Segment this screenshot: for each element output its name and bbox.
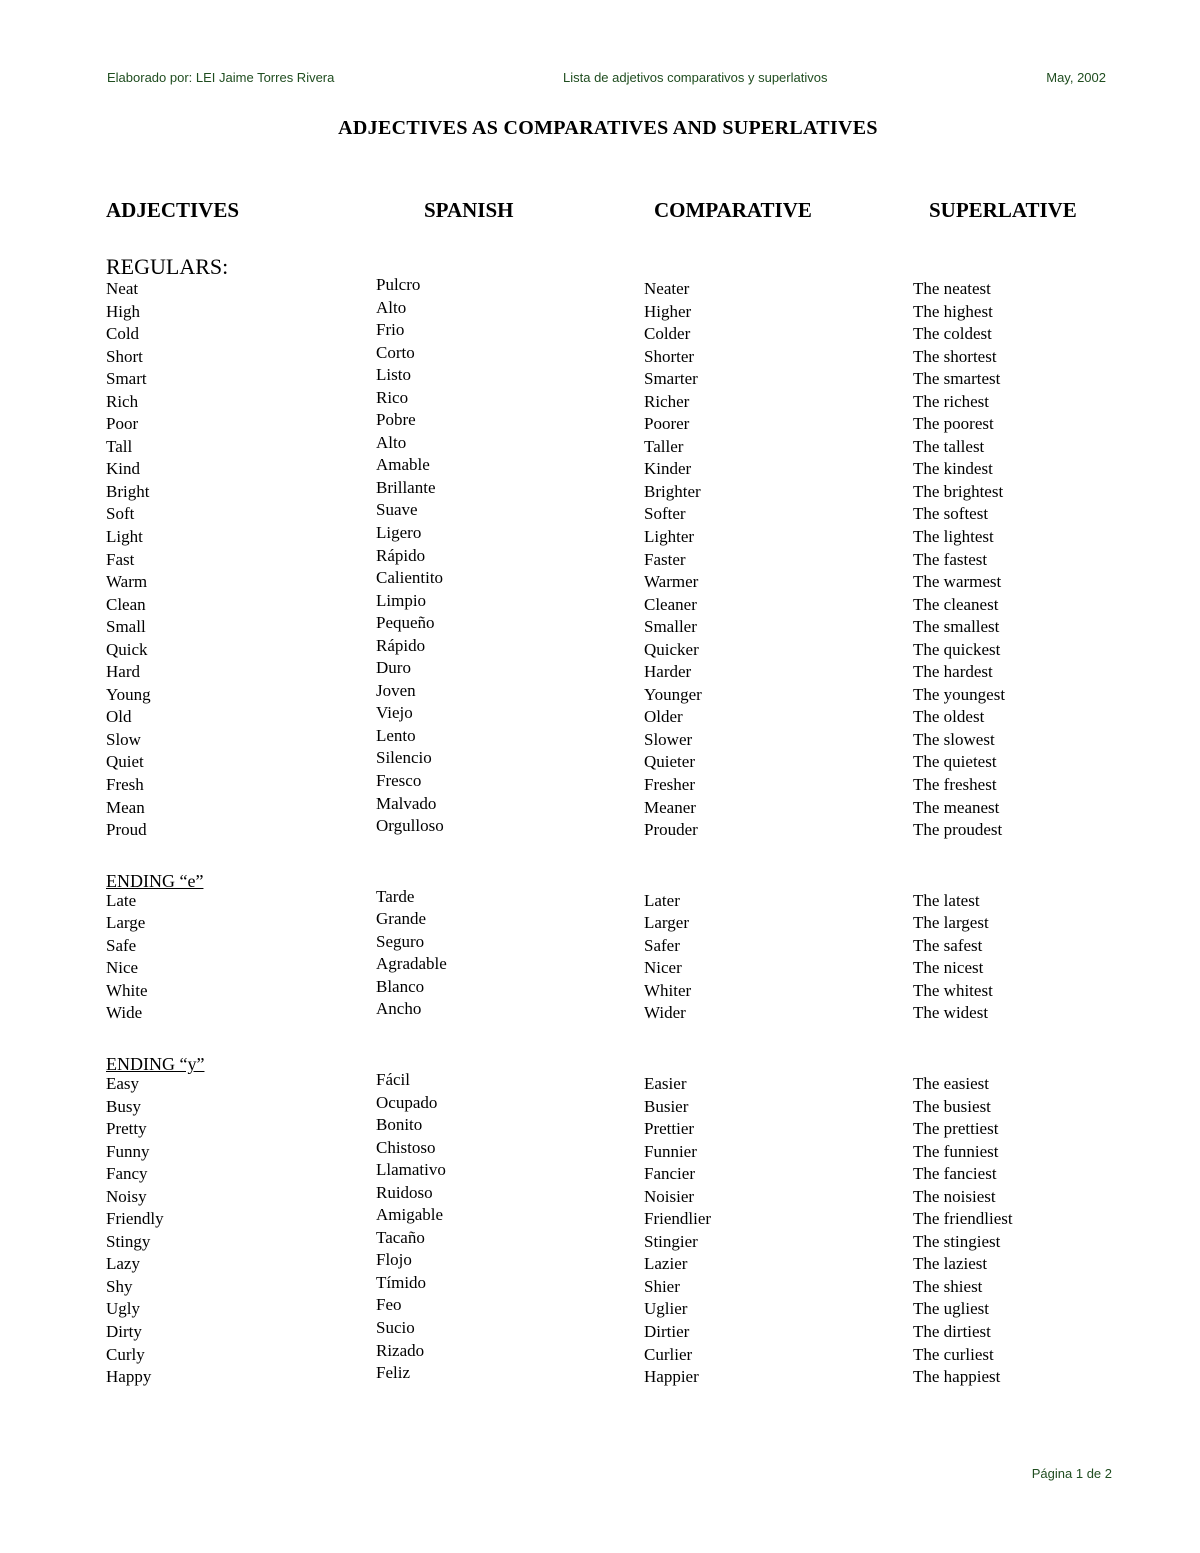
adjective-cell: Stingy (106, 1231, 151, 1251)
comparative-cell: Smaller (644, 617, 697, 637)
section-heading-text: REGULARS: (106, 254, 229, 279)
page-number: Página 1 de 2 (1031, 1466, 1112, 1481)
table-row (0, 1295, 1200, 1321)
table-row (0, 1115, 1200, 1141)
spanish-cell: Flojo (376, 1250, 412, 1270)
adjective-cell: Quiet (106, 752, 144, 772)
spanish-cell: Listo (376, 365, 411, 385)
spanish-cell: Rizado (376, 1340, 425, 1360)
table-row (0, 613, 1200, 639)
comparative-cell: Easier (644, 1073, 687, 1093)
comparative-cell: Noisier (644, 1186, 695, 1206)
superlative-cell: The widest (913, 1003, 989, 1023)
superlative-cell: The youngest (913, 684, 1006, 704)
adjective-cell: Busy (106, 1096, 141, 1116)
table-row (0, 771, 1200, 797)
superlative-cell: The slowest (913, 729, 995, 749)
section-heading (0, 1047, 1200, 1073)
adjective-cell: Kind (106, 459, 140, 479)
spanish-cell: Tímido (376, 1272, 427, 1292)
table-row (0, 545, 1200, 572)
table-row (0, 590, 1200, 617)
adjective-cell: Large (106, 913, 146, 933)
spanish-cell: Rico (376, 387, 409, 407)
spanish-cell: Chistoso (376, 1137, 436, 1157)
superlative-cell: The quickest (913, 639, 1001, 659)
spanish-cell: Ligero (376, 523, 422, 543)
adjective-cell: Young (106, 684, 151, 704)
superlative-cell: The fastest (913, 549, 988, 569)
comparative-cell: Larger (644, 913, 689, 933)
superlative-cell: The stingiest (913, 1231, 1001, 1251)
comparative-cell: Harder (644, 662, 692, 682)
table-row (0, 1227, 1200, 1254)
spanish-cell: Agradable (376, 954, 447, 974)
table-row (0, 1205, 1200, 1231)
adjective-cell: Friendly (106, 1209, 164, 1229)
spanish-cell: Tacaño (376, 1227, 425, 1247)
table-row (0, 886, 1200, 913)
superlative-cell: The shortest (913, 346, 997, 366)
table-row (0, 999, 1200, 1025)
spanish-cell: Blanco (376, 976, 425, 996)
section-spacer (0, 1025, 1200, 1047)
superlative-cell: The neatest (913, 279, 991, 298)
superlative-cell: The latest (913, 890, 980, 910)
superlative-cell: The happiest (913, 1367, 1001, 1387)
superlative-cell: The oldest (913, 707, 985, 727)
column-header-comparative: COMPARATIVE (654, 198, 812, 222)
spanish-cell: Ancho (376, 999, 422, 1019)
spanish-cell: Limpio (376, 590, 427, 610)
adjective-cell: Warm (106, 572, 148, 592)
table-row (0, 1317, 1200, 1344)
spanish-cell: Alto (376, 432, 407, 452)
superlative-cell: The busiest (913, 1096, 991, 1116)
table-row (0, 410, 1200, 436)
comparative-cell: Shier (644, 1276, 680, 1296)
spanish-cell: Feo (376, 1295, 402, 1315)
superlative-cell: The cleanest (913, 594, 999, 614)
superlative-cell: The quietest (913, 752, 997, 772)
comparative-cell: Younger (644, 684, 702, 704)
superlative-cell: The proudest (913, 820, 1003, 840)
comparative-cell: Stingier (644, 1231, 698, 1251)
table-row (0, 1160, 1200, 1186)
adjective-cell: Lazy (106, 1254, 140, 1274)
superlative-cell: The friendliest (913, 1209, 1013, 1229)
comparative-cell: Neater (644, 279, 690, 298)
superlative-cell: The prettiest (913, 1119, 999, 1139)
adjective-cell: Mean (106, 797, 145, 817)
comparative-cell: Softer (644, 504, 686, 524)
comparative-cell: Richer (644, 391, 690, 411)
comparative-cell: Taller (644, 436, 684, 456)
superlative-cell: The largest (913, 913, 989, 933)
adjective-cell: Late (106, 890, 137, 910)
adjective-cell: Curly (106, 1344, 145, 1364)
table-row (0, 297, 1200, 324)
table-row (0, 816, 1200, 842)
comparative-cell: Kinder (644, 459, 692, 479)
spanish-cell: Duro (376, 658, 411, 678)
superlative-cell: The softest (913, 504, 989, 524)
adjective-cell: Old (106, 707, 132, 727)
table-row (0, 931, 1200, 958)
spanish-cell: Fácil (376, 1069, 410, 1089)
comparative-cell: Curlier (644, 1344, 693, 1364)
comparative-cell: Busier (644, 1096, 689, 1116)
table-row (0, 635, 1200, 662)
page-title: ADJECTIVES AS COMPARATIVES AND SUPERLATIVES (338, 117, 878, 139)
comparative-cell: Quicker (644, 639, 699, 659)
superlative-cell: The safest (913, 935, 983, 955)
table-row (0, 793, 1200, 820)
adjective-cell: Smart (106, 369, 147, 389)
spanish-cell: Rápido (376, 545, 426, 565)
column-header-superlative: SUPERLATIVE (929, 198, 1077, 222)
superlative-cell: The tallest (913, 436, 985, 456)
adjective-cell: Fancy (106, 1164, 148, 1184)
superlative-cell: The dirtiest (913, 1321, 991, 1341)
superlative-cell: The warmest (913, 572, 1002, 592)
table-row (0, 477, 1200, 504)
table-row (0, 680, 1200, 707)
comparative-cell: Lighter (644, 527, 695, 547)
adjective-cell: Rich (106, 391, 139, 411)
table-row (0, 387, 1200, 414)
table-row (0, 342, 1200, 369)
spanish-cell: Rápido (376, 635, 426, 655)
superlative-cell: The hardest (913, 662, 993, 682)
spanish-cell: Pulcro (376, 275, 421, 294)
table-row (0, 1250, 1200, 1276)
spanish-cell: Pequeño (376, 613, 435, 633)
table-row (0, 1340, 1200, 1367)
comparative-cell: Friendlier (644, 1209, 712, 1229)
comparative-cell: Safer (644, 935, 680, 955)
spanish-cell: Grande (376, 909, 427, 929)
comparative-cell: Lazier (644, 1254, 688, 1274)
adjective-cell: Happy (106, 1367, 152, 1387)
spanish-cell: Silencio (376, 748, 432, 768)
adjective-cell: Cold (106, 324, 140, 344)
spanish-cell: Corto (376, 342, 415, 362)
section-heading (0, 252, 1200, 278)
superlative-cell: The freshest (913, 775, 997, 795)
adjective-cell: Small (106, 617, 146, 637)
comparative-cell: Quieter (644, 752, 695, 772)
adjective-cell: Wide (106, 1003, 143, 1023)
comparative-cell: Prettier (644, 1119, 695, 1139)
adjective-cell: Quick (106, 639, 148, 659)
header-document-name: Lista de adjetivos comparativos y superlativos (563, 70, 828, 85)
table-row (0, 500, 1200, 526)
adjective-cell: Nice (106, 958, 139, 978)
superlative-cell: The coldest (913, 324, 992, 344)
superlative-cell: The shiest (913, 1276, 983, 1296)
superlative-cell: The fanciest (913, 1164, 997, 1184)
spanish-cell: Joven (376, 680, 416, 700)
superlative-cell: The smallest (913, 617, 1000, 637)
table-row (0, 275, 1200, 301)
adjective-cell: Neat (106, 279, 139, 298)
comparative-cell: Brighter (644, 481, 701, 501)
comparative-cell: Fresher (644, 775, 695, 795)
spanish-cell: Alto (376, 297, 407, 317)
spanish-cell: Sucio (376, 1317, 415, 1337)
spanish-cell: Malvado (376, 793, 437, 813)
superlative-cell: The laziest (913, 1254, 988, 1274)
superlative-cell: The richest (913, 391, 989, 411)
comparative-cell: Happier (644, 1367, 699, 1387)
section-heading (0, 864, 1200, 890)
spanish-cell: Bonito (376, 1115, 423, 1135)
adjective-cell: Ugly (106, 1299, 140, 1319)
spanish-cell: Calientito (376, 568, 444, 588)
spanish-cell: Ocupado (376, 1092, 438, 1112)
spanish-cell: Fresco (376, 771, 422, 791)
comparative-cell: Wider (644, 1003, 686, 1023)
spanish-cell: Llamativo (376, 1160, 446, 1180)
adjective-cell: White (106, 980, 148, 1000)
superlative-cell: The highest (913, 301, 993, 321)
comparative-cell: Warmer (644, 572, 699, 592)
table-row (0, 1363, 1200, 1389)
comparative-cell: Colder (644, 324, 691, 344)
superlative-cell: The easiest (913, 1073, 989, 1093)
comparative-cell: Shorter (644, 346, 695, 366)
superlative-cell: The whitest (913, 980, 993, 1000)
adjective-cell: Short (106, 346, 143, 366)
comparative-cell: Cleaner (644, 594, 697, 614)
superlative-cell: The noisiest (913, 1186, 996, 1206)
spanish-cell: Feliz (376, 1363, 410, 1383)
adjective-cell: Noisy (106, 1186, 147, 1206)
spanish-cell: Seguro (376, 931, 425, 951)
table-row (0, 568, 1200, 594)
adjective-cell: Funny (106, 1141, 150, 1161)
adjective-cell: Slow (106, 729, 141, 749)
superlative-cell: The brightest (913, 481, 1004, 501)
superlative-cell: The curliest (913, 1344, 994, 1364)
comparative-cell: Whiter (644, 980, 692, 1000)
table-row (0, 455, 1200, 481)
spanish-cell: Lento (376, 725, 416, 745)
spanish-cell: Tarde (376, 886, 415, 906)
spanish-cell: Ruidoso (376, 1182, 433, 1202)
table-row (0, 1182, 1200, 1209)
table-row (0, 1272, 1200, 1299)
comparative-cell: Faster (644, 549, 686, 569)
adjective-cell: Clean (106, 594, 146, 614)
table-row (0, 365, 1200, 391)
section-heading-text: ENDING “y” (106, 1053, 205, 1074)
comparative-cell: Older (644, 707, 683, 727)
comparative-cell: Poorer (644, 414, 690, 434)
adjective-list (0, 252, 1200, 1389)
adjective-cell: Fast (106, 549, 135, 569)
adjective-cell: Shy (106, 1276, 133, 1296)
adjective-cell: Proud (106, 820, 147, 840)
table-row (0, 320, 1200, 346)
table-row (0, 1137, 1200, 1164)
spanish-cell: Amable (376, 455, 430, 475)
superlative-cell: The kindest (913, 459, 993, 479)
table-row (0, 1092, 1200, 1119)
adjective-cell: Hard (106, 662, 140, 682)
comparative-cell: Nicer (644, 958, 682, 978)
adjective-cell: Soft (106, 504, 135, 524)
comparative-cell: Later (644, 890, 680, 910)
table-row (0, 703, 1200, 729)
comparative-cell: Funnier (644, 1141, 697, 1161)
spanish-cell: Frio (376, 320, 405, 340)
superlative-cell: The nicest (913, 958, 984, 978)
spanish-cell: Viejo (376, 703, 413, 723)
adjective-cell: High (106, 301, 140, 321)
comparative-cell: Smarter (644, 369, 698, 389)
section-spacer (0, 842, 1200, 864)
comparative-cell: Meaner (644, 797, 696, 817)
superlative-cell: The meanest (913, 797, 1000, 817)
adjective-cell: Easy (106, 1073, 140, 1093)
spanish-cell: Pobre (376, 410, 416, 430)
adjective-cell: Pretty (106, 1119, 147, 1139)
table-row (0, 1069, 1200, 1096)
adjective-cell: Dirty (106, 1321, 142, 1341)
header-date: May, 2002 (1046, 70, 1106, 85)
column-header-spanish: SPANISH (424, 198, 514, 222)
comparative-cell: Slower (644, 729, 693, 749)
superlative-cell: The funniest (913, 1141, 999, 1161)
comparative-cell: Dirtier (644, 1321, 690, 1341)
adjective-cell: Light (106, 527, 143, 547)
table-row (0, 954, 1200, 980)
spanish-cell: Brillante (376, 477, 436, 497)
adjective-cell: Safe (106, 935, 137, 955)
comparative-cell: Prouder (644, 820, 698, 840)
table-row (0, 432, 1200, 459)
superlative-cell: The smartest (913, 369, 1001, 389)
superlative-cell: The poorest (913, 414, 994, 434)
spanish-cell: Suave (376, 500, 418, 520)
superlative-cell: The ugliest (913, 1299, 990, 1319)
comparative-cell: Uglier (644, 1299, 688, 1319)
header-author: Elaborado por: LEI Jaime Torres Rivera (107, 70, 335, 85)
section-heading-text: ENDING “e” (106, 870, 204, 891)
adjective-cell: Fresh (106, 775, 144, 795)
adjective-cell: Tall (106, 436, 133, 456)
table-row (0, 909, 1200, 935)
table-row (0, 725, 1200, 752)
spanish-cell: Orgulloso (376, 816, 444, 836)
spanish-cell: Amigable (376, 1205, 444, 1225)
table-row (0, 976, 1200, 1003)
adjective-cell: Bright (106, 481, 150, 501)
column-header-adjectives: ADJECTIVES (106, 198, 240, 222)
adjective-cell: Poor (106, 414, 139, 434)
comparative-cell: Higher (644, 301, 692, 321)
comparative-cell: Fancier (644, 1164, 695, 1184)
table-row (0, 658, 1200, 684)
table-row (0, 748, 1200, 774)
superlative-cell: The lightest (913, 527, 994, 547)
table-row (0, 523, 1200, 549)
